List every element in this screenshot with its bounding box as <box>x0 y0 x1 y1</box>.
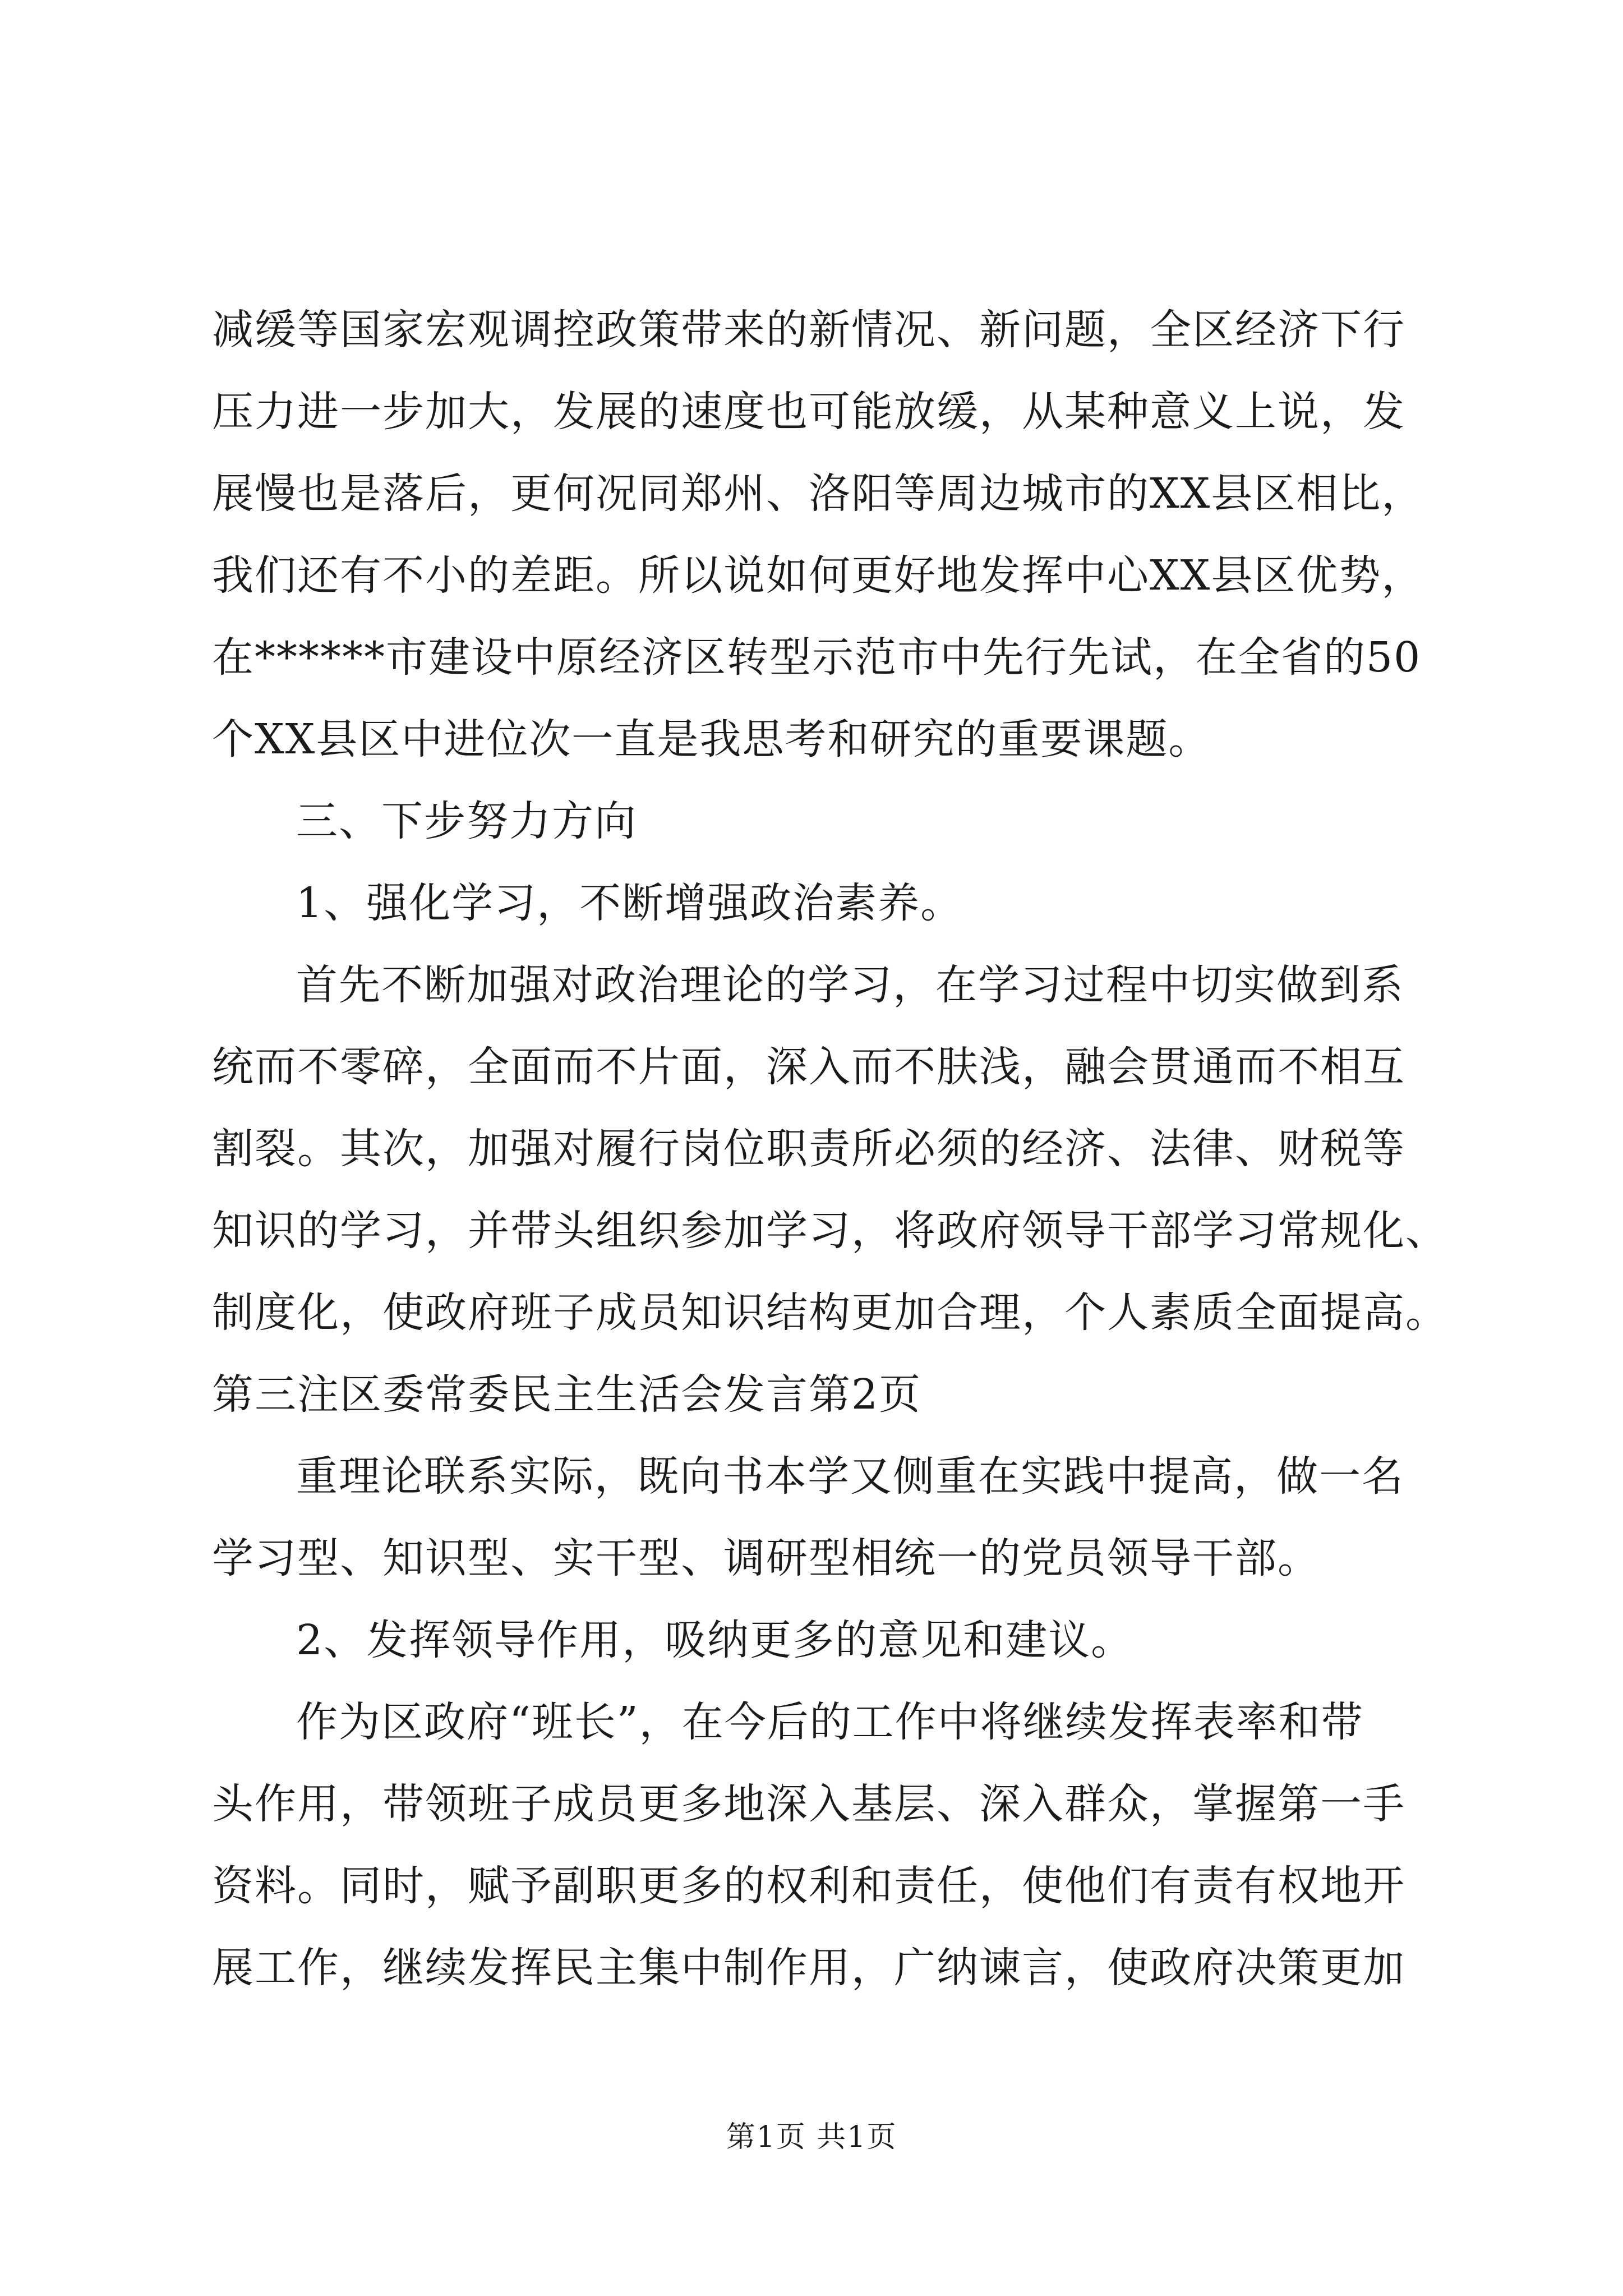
text-line: 作为区政府“班长”，在今后的工作中将继续发挥表率和带 <box>296 1698 1364 1746</box>
inline-page-title: 第三注区委常委民主生活会发言第2页 <box>212 1370 922 1419</box>
text-line: 个XX县区中进位次一直是我思考和研究的重要课题。 <box>212 715 1211 763</box>
text-line: 压力进一步加大，发展的速度也可能放缓，从某种意义上说，发 <box>212 388 1405 436</box>
text-line: 统而不零碎，全面而不片面，深入而不肤浅，融会贯通而不相互 <box>212 1043 1405 1091</box>
text-line: 学习型、知识型、实干型、调研型相统一的党员领导干部。 <box>212 1534 1320 1582</box>
page-number-footer: 第1页 共1页 <box>726 2120 897 2154</box>
text-line: 制度化，使政府班子成员知识结构更加合理，个人素质全面提高。 <box>212 1289 1448 1337</box>
text-line: 资料。同时，赋予副职更多的权利和责任，使他们有责有权地开 <box>212 1862 1405 1910</box>
text-line: 展工作，继续发挥民主集中制作用，广纳谏言，使政府决策更加 <box>212 1944 1405 1992</box>
text-line: 我们还有不小的差距。所以说如何更好地发挥中心XX县区优势， <box>212 551 1424 600</box>
text-line: 重理论联系实际，既向书本学又侧重在实践中提高，做一名 <box>296 1452 1404 1501</box>
text-line: 首先不断加强对政治理论的学习，在学习过程中切实做到系 <box>296 961 1404 1009</box>
text-line: 减缓等国家宏观调控政策带来的新情况、新问题，全区经济下行 <box>212 306 1405 354</box>
section-heading: 三、下步努力方向 <box>296 797 637 845</box>
subsection-heading: 2、发挥领导作用，吸纳更多的意见和建议。 <box>296 1616 1134 1664</box>
text-line: 展慢也是落后，更何况同郑州、洛阳等周边城市的XX县区相比， <box>212 470 1424 518</box>
text-line: 头作用，带领班子成员更多地深入基层、深入群众，掌握第一手 <box>212 1780 1405 1828</box>
text-line: 知识的学习，并带头组织参加学习，将政府领导干部学习常规化、 <box>212 1207 1448 1255</box>
text-line: 在******市建设中原经济区转型示范市中先行先试，在全省的50 <box>212 633 1422 682</box>
subsection-heading: 1、强化学习，不断增强政治素养。 <box>296 879 963 927</box>
text-line: 割裂。其次，加强对履行岗位职责所必须的经济、法律、财税等 <box>212 1125 1405 1173</box>
document-body <box>212 289 1448 2009</box>
